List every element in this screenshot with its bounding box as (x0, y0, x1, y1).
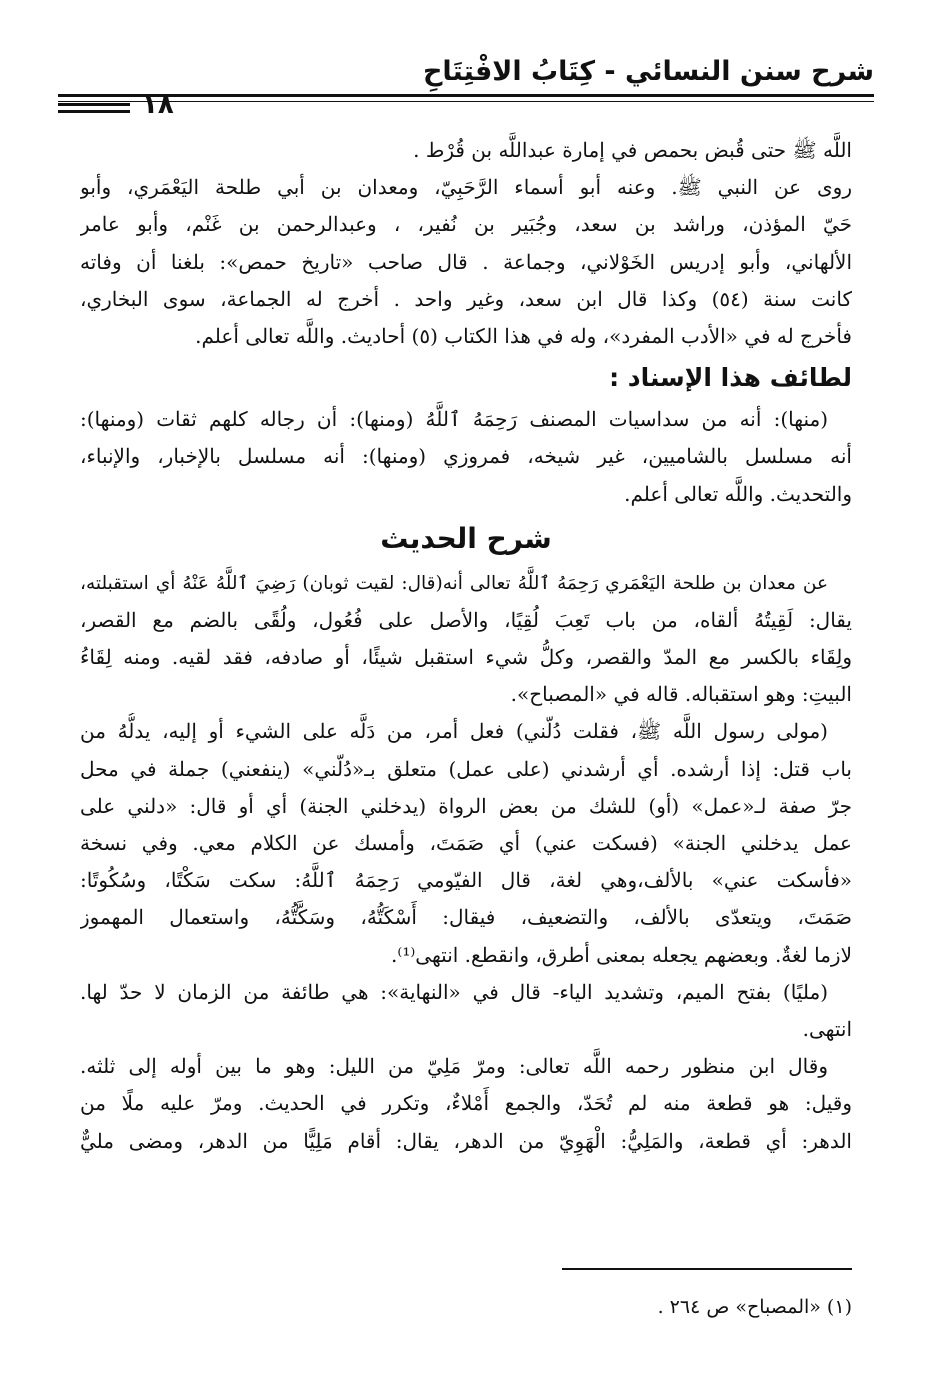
text-line: البيتِ: وهو استقباله. قاله في «المصباح». (510, 682, 852, 707)
text-line: صَمَتَ، ويتعدّى بالألف، والتضعيف، فيقال: أَسْكَتُّهُ، وسَكَّتُّهُ، واستعمال المهموز (80, 905, 852, 930)
text-line: باب قتل: إذا أرشده. أي أرشدني (على عمل) متعلق بـ«دُلّني» (ينفعني) جملة في محل (80, 756, 852, 781)
body-text (80, 132, 852, 1160)
page-number-rule-bottom (58, 110, 130, 113)
text-line: حَيّ المؤذن، وراشد بن سعد، وجُبَير بن نُفير، ، وعبدالرحمن بن غَنْم، وأبو عامر (80, 212, 852, 237)
text-line: روى عن النبي ﷺ. وعنه أبو أسماء الرَّحَبِيّ، ومعدان بن أبي طلحة اليَعْمَري، وأبو (80, 175, 852, 200)
text-line: انتهى. (802, 1016, 852, 1041)
text-line: (مولى رسول اللَّه ﷺ، فقلت دُلّني) فعل أمر، من دَلَّه على الشيء أو إليه، يدلُّهُ من (80, 719, 828, 744)
text-line: أنه مسلسل بالشاميين، غير شيخه، فمروزي (ومنها): أنه مسلسل بالإخبار، والإنباء، (80, 444, 852, 469)
header-title: شرح سنن النسائي - كِتَابُ الافْتِتَاحِ (422, 56, 874, 87)
text-line: (منها): أنه من سداسيات المصنف رَحِمَهُ ٱللَّهُ (ومنها): أن رجاله كلهم ثقات (ومنها): (80, 407, 828, 432)
chapter-heading: شرح الحديث (380, 521, 552, 555)
text-line: عمل يدخلني الجنة» (فسكت عني) أي صَمَتَ، وأمسك عن الكلام معي. وفي نسخة (80, 831, 852, 855)
text-line: يقال: لَقِيتُهُ ألقاه، من باب تَعِبَ لُقِيًا، والأصل على فُعُول، ولُقًى بالضم مع القصر، (80, 607, 852, 632)
footnote: (١) «المصباح» ص ٢٦٤ . (657, 1296, 852, 1318)
section-heading: لطائف هذا الإسناد : (609, 363, 852, 393)
text-line: الألهاني، وأبو إدريس الخَوْلاني، وجماعة . قال صاحب «تاريخ حمص»: بلغنا أن وفاته (80, 249, 852, 274)
text-line: والتحديث. واللَّه تعالى أعلم. (624, 481, 852, 506)
text-line: جرّ صفة لـ«عمل» (أو) للشك من بعض الرواة (يدخلني الجنة) أي أو قال: «دلني على (80, 793, 852, 818)
text-line: ولِقَاء بالكسر مع المدّ والقصر، وكلُّ شيء استقبل شيئًا، أو صادفه، فقد لقيه. ومنه لِقَاءُ (80, 645, 852, 670)
page-number-rule-top (58, 103, 130, 106)
page-number-block (58, 86, 258, 126)
text-line: اللَّه ﷺ حتى قُبض بحمص في إمارة عبداللَّه بن قُرْط . (413, 138, 852, 162)
text-line: «فأسكت عني» بالألف،وهي لغة، قال الفيّومي رَحِمَهُ ٱللَّهُ: سكت سَكْتًا، وسُكُوتًا: (80, 868, 852, 893)
text-line: كانت سنة (٥٤) وكذا قال ابن سعد، وغير واحد . أخرج له الجماعة، سوى البخاري، (80, 286, 852, 311)
text-line: لازما لغةٌ. وبعضهم يجعله بمعنى أطرق، وانقطع. انتهى⁽¹⁾. (391, 942, 852, 967)
text-line: عن معدان بن طلحة اليَعْمَري رَحِمَهُ ٱللَّهُ تعالى أنه(قال: لقيت ثوبان) رَضِيَ ٱللَّهُ عَنْهُ أي استقبلته، (80, 572, 828, 594)
text-line: (مليًا) بفتح الميم، وتشديد الياء- قال في «النهاية»: هي طائفة من الزمان لا حدّ لها. (80, 979, 828, 1004)
text-line: الدهر: أي قطعة، والمَلِيُّ: الْهَوِيّ من الدهر، يقال: أقام مَلِيًّا من الدهر، ومضى مليٌّ (80, 1128, 852, 1153)
text-line: وقيل: هو قطعة منه لم تُحَدّ، والجمع أَمْلاءٌ، وتكرر في الحديث. ومرّ عليه ملًا من (80, 1091, 852, 1116)
text-line: وقال ابن منظور رحمه اللَّه تعالى: ومرّ مَلِيّ من الليل: وهو ما بين أوله إلى ثلثه. (80, 1054, 828, 1079)
text-line: فأخرج له في «الأدب المفرد»، وله في هذا الكتاب (٥) أحاديث. واللَّه تعالى أعلم. (195, 323, 852, 348)
footnote-rule (562, 1268, 852, 1270)
page-number: ١٨ (142, 90, 174, 120)
